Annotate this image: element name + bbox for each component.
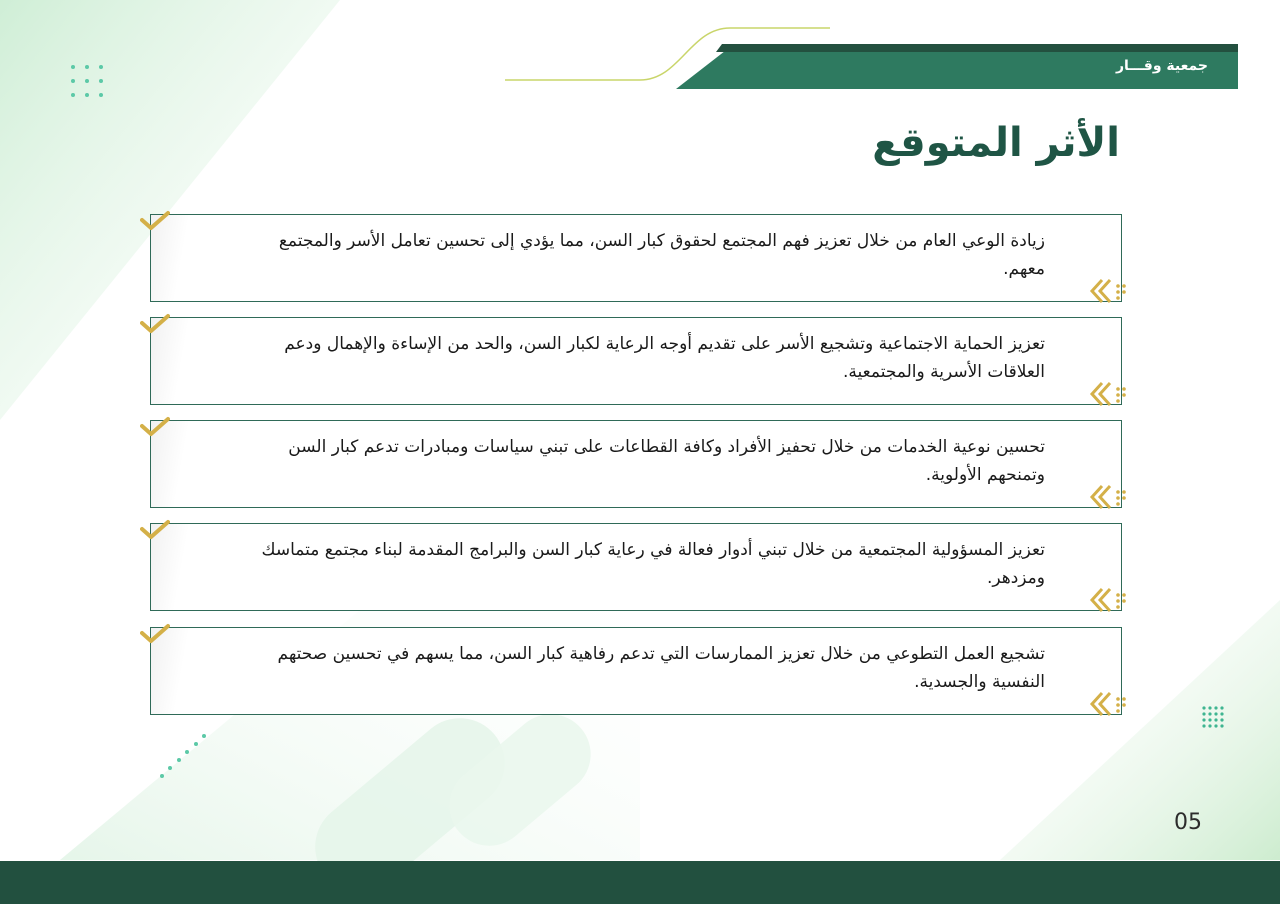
list-item-text: تحسين نوعية الخدمات من خلال تحفيز الأفراد وكافة القطاعات على تبني سياسات ومبادرات تدعم كبار السن وتمنحهم الأولوية. bbox=[288, 437, 1045, 485]
list-item bbox=[150, 214, 1122, 302]
list-item-text: تعزيز المسؤولية المجتمعية من خلال تبني أدوار فعالة في رعاية كبار السن والبرامج المقدمة لبناء مجتمع متماسك ومزدهر. bbox=[261, 540, 1045, 588]
dot-grid-right bbox=[1202, 706, 1226, 730]
list-item-text: تشجيع العمل التطوعي من خلال تعزيز الممارسات التي تدعم رفاهية كبار السن، مما يسهم في تحسين صحتهم النفسية والجسدية. bbox=[277, 644, 1045, 692]
dot-trail-bottom-left bbox=[156, 730, 212, 782]
list-item bbox=[150, 420, 1122, 508]
chevron-left-icon bbox=[1086, 689, 1130, 723]
organization-name: جمعية وقـــار bbox=[1116, 58, 1208, 74]
list-item-text: زيادة الوعي العام من خلال تعزيز فهم المجتمع لحقوق كبار السن، مما يؤدي إلى تحسين تعامل الأسر والمجتمع معهم. bbox=[278, 231, 1045, 279]
header-band-accent bbox=[716, 44, 1238, 52]
chevron-left-icon bbox=[1086, 482, 1130, 516]
dot-grid-top-left bbox=[70, 64, 106, 100]
checkmark-icon bbox=[140, 210, 170, 232]
checkmark-icon bbox=[140, 313, 170, 335]
list-item bbox=[150, 523, 1122, 611]
chevron-left-icon bbox=[1086, 585, 1130, 619]
page-number: 05 bbox=[1174, 810, 1202, 835]
footer-bar bbox=[0, 861, 1280, 904]
list-item bbox=[150, 317, 1122, 405]
checkmark-icon bbox=[140, 416, 170, 438]
list-item bbox=[150, 627, 1122, 715]
chevron-left-icon bbox=[1086, 276, 1130, 310]
chevron-left-icon bbox=[1086, 379, 1130, 413]
checkmark-icon bbox=[140, 623, 170, 645]
list-item-text: تعزيز الحماية الاجتماعية وتشجيع الأسر على تقديم أوجه الرعاية لكبار السن، والحد من الإساءة والإهمال ودعم العلاقات الأسرية والمجتمعية. bbox=[284, 334, 1045, 382]
page-title: الأثر المتوقع bbox=[872, 120, 1120, 166]
checkmark-icon bbox=[140, 519, 170, 541]
